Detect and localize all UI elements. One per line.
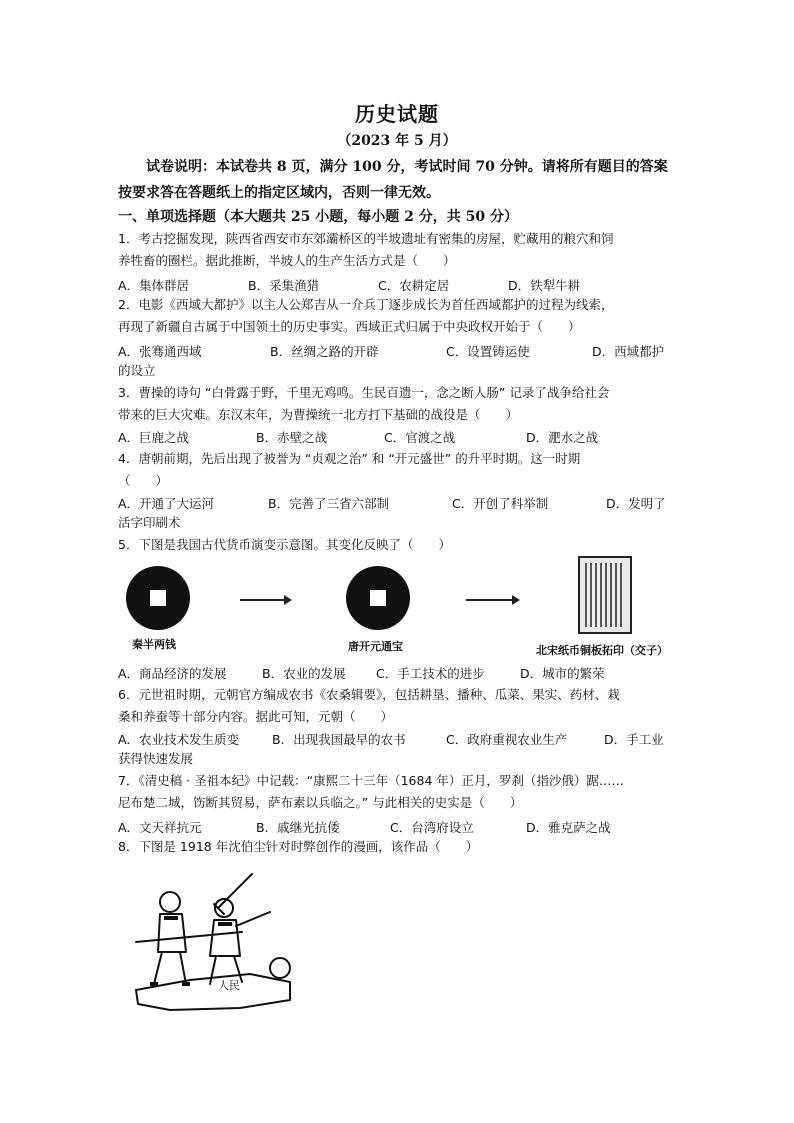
q4-option-b: B．完善了三省六部制: [268, 496, 390, 511]
q3-option-c: C．官渡之战: [384, 430, 456, 445]
q3-option-b: B．赤壁之战: [256, 430, 328, 445]
q3-stem-line1: 3．曹操的诗句 “白骨露于野，千里无鸡鸣。生民百遗一，念之断人肠” 记录了战争给社会: [118, 385, 610, 400]
q6-stem-line2: 桑和养蚕等十部分内容。据此可知，元朝（ ）: [118, 709, 394, 724]
q6-option-d: D．手工业: [604, 732, 664, 747]
right-arrow-icon: [240, 599, 290, 601]
q1-option-d: D．铁犁牛耕: [508, 278, 581, 293]
q2-option-d: D．西域都护: [592, 344, 665, 359]
q7-stem-line1: 7．《清史稿 · 圣祖本纪》中记载：“康熙二十三年（1684 年）正月，罗刹（指沙俄）踞……: [118, 773, 624, 788]
q5-option-d: D．城市的繁荣: [520, 666, 605, 681]
ban-liang-coin-image: [126, 566, 190, 630]
section-heading: 一、单项选择题（本大题共 25 小题，每小题 2 分，共 50 分）: [118, 209, 518, 225]
q1-stem-line1: 1．考古挖掘发现，陕西省西安市东郊灞桥区的半坡遗址有密集的房屋，贮藏用的粮穴和饲: [118, 231, 614, 246]
q7-option-a: A．文天祥抗元: [118, 820, 202, 835]
q2-stem-line2: 再现了新疆自古属于中国领土的历史事实。西域正式归属于中央政权开始于（ ）: [118, 319, 581, 334]
q2-option-d-cont: 的设立: [118, 363, 156, 378]
caption-jiaozi: 北宋纸币铜板拓印（交子）: [536, 644, 668, 657]
q4-stem-line1: 4．唐朝前期，先后出现了被誉为 “贞观之治” 和 “开元盛世” 的升平时期。这一时期: [118, 451, 581, 466]
kaiyuan-coin-image: [346, 566, 410, 630]
caption-ban-liang: 秦半两钱: [132, 638, 176, 651]
q1-option-a: A．集体群居: [118, 278, 190, 293]
q1-stem-line2: 养牲畜的圈栏。据此推断，半坡人的生产生活方式是（ ）: [118, 253, 456, 268]
q6-option-c: C．政府重视农业生产: [446, 732, 568, 747]
right-arrow-icon: [466, 599, 518, 601]
q5-option-c: C．手工技术的进步: [376, 666, 485, 681]
q2-stem-line1: 2．电影《西域大都护》以主人公郑吉从一介兵丁逐步成长为首任西域都护的过程为线索，: [118, 297, 614, 312]
q5-option-a: A．商品经济的发展: [118, 666, 227, 681]
q1-option-b: B．采集渔猎: [248, 278, 320, 293]
q3-option-a: A．巨鹿之战: [118, 430, 190, 445]
q7-stem-line2: 尼布楚二城，饬断其贸易，萨布素以兵临之。” 与此相关的史实是（ ）: [118, 795, 523, 810]
q6-option-b: B．出现我国最早的农书: [272, 732, 406, 747]
caption-kaiyuan: 唐开元通宝: [348, 640, 403, 653]
cartoon-label-people: 人民: [218, 979, 240, 992]
q2-option-a: A．张骞通西域: [118, 344, 202, 359]
q2-option-b: B．丝绸之路的开辟: [270, 344, 379, 359]
q4-option-a: A．开通了大运河: [118, 496, 215, 511]
political-cartoon-image: [130, 872, 300, 1022]
q5-option-b: B．农业的发展: [262, 666, 346, 681]
exam-notice: 试卷说明：本试卷共 8 页，满分 100 分，考试时间 70 分钟。请将所有题目的答案按要求答在答题纸上的指定区域内，否则一律无效。: [118, 159, 668, 201]
q4-option-d-cont: 活字印刷术: [118, 515, 181, 530]
q4-option-c: C．开创了科举制: [452, 496, 549, 511]
q7-option-d: D．雅克萨之战: [526, 820, 611, 835]
q8-stem-line1: 8．下图是 1918 年沈伯尘针对时弊创作的漫画，该作品（ ）: [118, 839, 479, 854]
q6-option-d-cont: 获得快速发展: [118, 751, 194, 766]
page-title: 历史试题: [355, 102, 439, 126]
q3-option-d: D．淝水之战: [526, 430, 599, 445]
q4-option-d: D．发明了: [606, 496, 666, 511]
q7-option-b: B．戚继光抗倭: [256, 820, 340, 835]
jiaozi-banknote-image: [578, 556, 632, 634]
q2-option-c: C．设置铸运使: [446, 344, 530, 359]
q5-stem-line1: 5．下图是我国古代货币演变示意图。其变化反映了（ ）: [118, 537, 451, 552]
q3-stem-line2: 带来的巨大灾难。东汉末年，为曹操统一北方打下基础的战役是（ ）: [118, 407, 519, 422]
exam-date: （2023 年 5 月）: [337, 133, 457, 149]
q7-option-c: C．台湾府设立: [390, 820, 474, 835]
q4-stem-line2: （ ）: [118, 473, 169, 488]
q6-option-a: A．农业技术发生质变: [118, 732, 240, 747]
q1-option-c: C．农耕定居: [378, 278, 450, 293]
q6-stem-line1: 6．元世祖时期，元朝官方编成农书《农桑辑要》，包括耕垦、播种、瓜菜、果实、药材、栽: [118, 687, 620, 702]
